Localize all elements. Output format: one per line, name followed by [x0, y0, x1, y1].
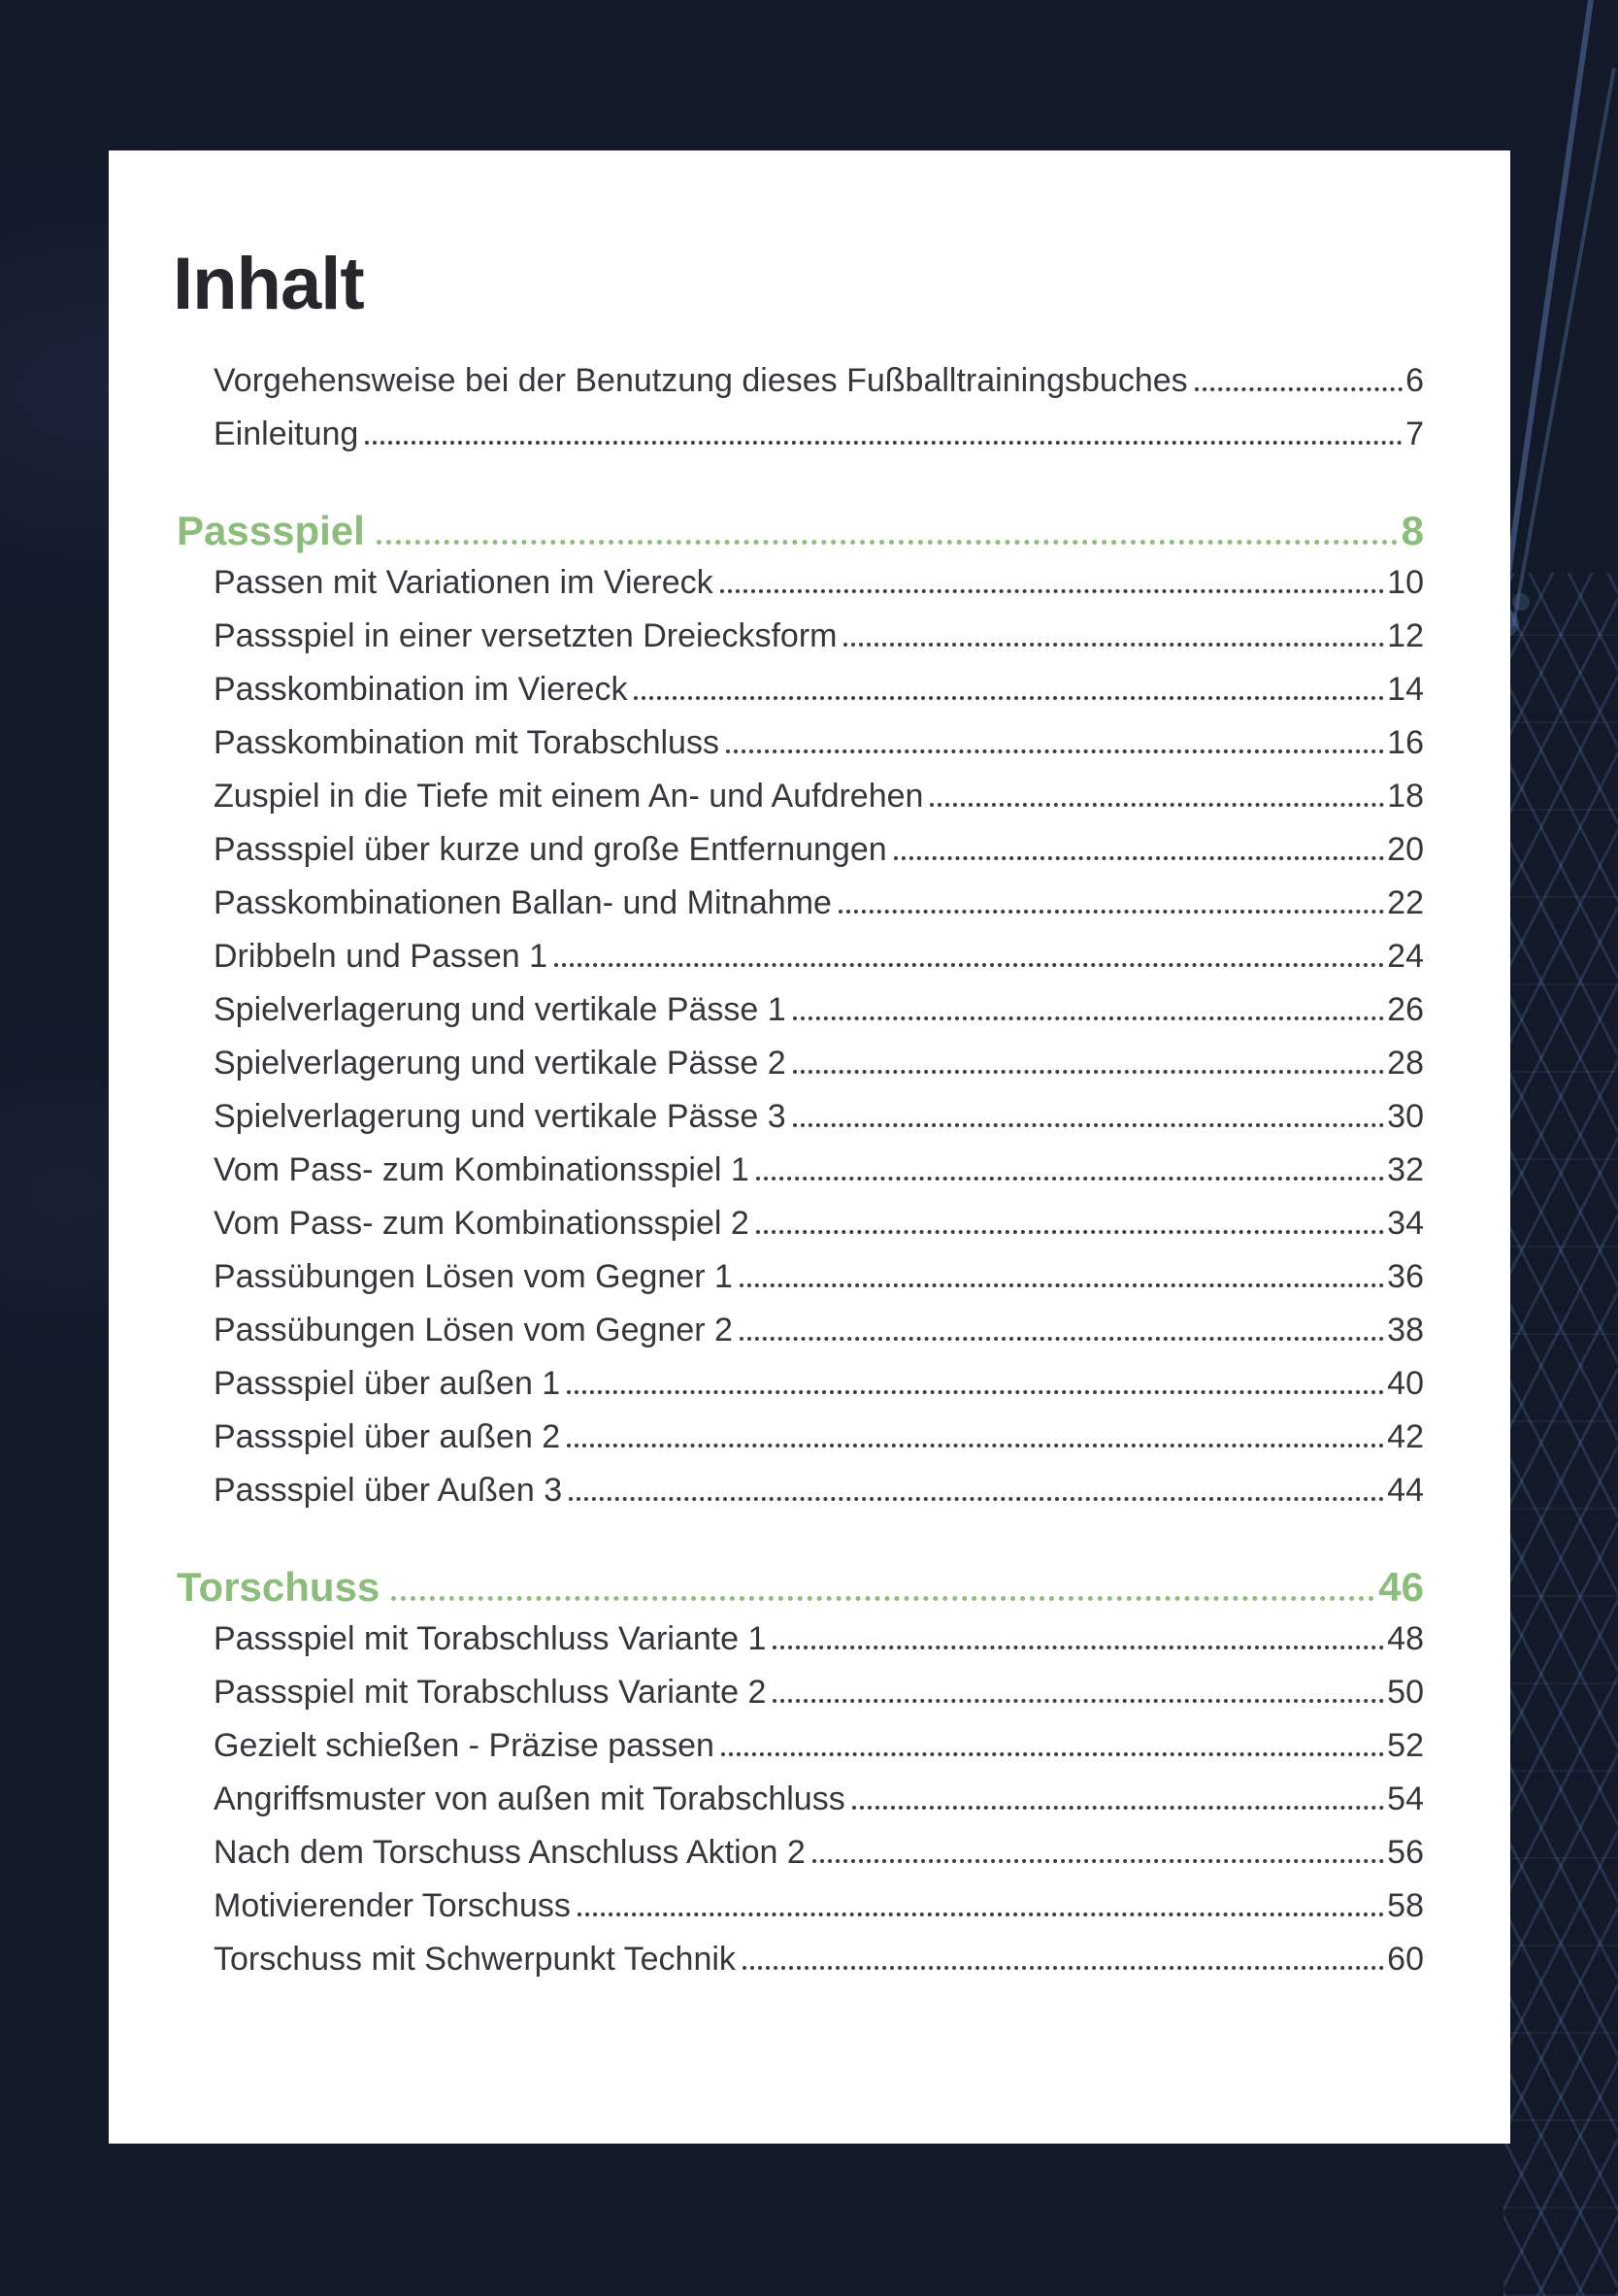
dot-leader [740, 1283, 1384, 1287]
toc-entry-label: Passspiel in einer versetzten Dreiecksform [214, 616, 838, 654]
toc-entry-page-number: 24 [1387, 937, 1424, 975]
toc-entry-row [214, 831, 1424, 884]
toc-entry-page-number: 40 [1387, 1364, 1424, 1402]
toc-front-items [214, 362, 1424, 469]
toc-section-items [214, 564, 1424, 1525]
section-heading-page-number: 8 [1401, 507, 1424, 553]
toc-entry-label: Spielverlagerung und vertikale Pässe 1 [214, 990, 786, 1028]
toc-entry-row [214, 1312, 1424, 1365]
dot-leader [567, 1444, 1384, 1447]
toc-entry-page-number: 50 [1387, 1673, 1424, 1711]
table-of-contents [173, 362, 1424, 1994]
toc-entry-page-number: 10 [1387, 563, 1424, 601]
toc-entry-row [214, 1151, 1424, 1205]
toc-entry-page-number: 54 [1387, 1780, 1424, 1817]
toc-entry-page-number: 14 [1387, 670, 1424, 708]
toc-entry-row [214, 416, 1424, 469]
toc-entry-row [214, 724, 1424, 778]
toc-entry-label: Passspiel mit Torabschluss Variante 2 [214, 1673, 767, 1711]
dot-leader [894, 856, 1385, 860]
book-page [109, 150, 1510, 2144]
toc-entry-page-number: 36 [1387, 1257, 1424, 1295]
toc-entry-page-number: 56 [1387, 1833, 1424, 1871]
toc-entry-row [214, 884, 1424, 938]
toc-entry-row [214, 938, 1424, 991]
toc-entry-page-number: 18 [1387, 777, 1424, 815]
toc-entry-label: Nach dem Torschuss Anschluss Aktion 2 [214, 1833, 806, 1871]
page-title: Inhalt [173, 243, 364, 325]
section-heading-page-number: 46 [1378, 1563, 1424, 1610]
dot-leader [578, 1913, 1384, 1916]
toc-entry-page-number: 44 [1387, 1471, 1424, 1509]
toc-entry-label: Passspiel über außen 1 [214, 1364, 561, 1402]
toc-entry-page-number: 20 [1387, 830, 1424, 868]
toc-entry-label: Passübungen Lösen vom Gegner 1 [214, 1257, 733, 1295]
toc-entry-label: Passspiel mit Torabschluss Variante 1 [214, 1619, 767, 1657]
dot-leader [1195, 387, 1403, 391]
section-heading-row [177, 1564, 1424, 1620]
toc-entry-page-number: 48 [1387, 1619, 1424, 1657]
toc-entry-row [214, 1727, 1424, 1780]
toc-entry-label: Vom Pass- zum Kombinationsspiel 2 [214, 1204, 749, 1242]
toc-entry-label: Passkombination mit Torabschluss [214, 723, 719, 761]
dot-leader [852, 1806, 1384, 1810]
toc-section [173, 1564, 1424, 1994]
toc-entry-label: Passspiel über Außen 3 [214, 1471, 563, 1509]
toc-entry-label: Dribbeln und Passen 1 [214, 937, 548, 975]
toc-entry-label: Zuspiel in die Tiefe mit einem An- und Aufdrehen [214, 777, 924, 815]
dot-leader [756, 1230, 1384, 1234]
toc-entry-page-number: 52 [1387, 1726, 1424, 1764]
dot-leader [773, 1699, 1384, 1703]
toc-entry-row [214, 1620, 1424, 1674]
dot-leader [773, 1646, 1384, 1649]
toc-entry-row [214, 1365, 1424, 1418]
toc-entry-page-number: 16 [1387, 723, 1424, 761]
toc-entry-label: Spielverlagerung und vertikale Pässe 2 [214, 1044, 786, 1081]
dot-leader [930, 803, 1384, 807]
toc-entry-label: Passkombinationen Ballan- und Mitnahme [214, 883, 832, 921]
toc-entry-row [214, 617, 1424, 671]
dot-leader [567, 1390, 1384, 1394]
dot-leader [756, 1177, 1384, 1181]
toc-entry-row [214, 1674, 1424, 1727]
section-heading-label: Passspiel [177, 507, 365, 553]
toc-entry-page-number: 34 [1387, 1204, 1424, 1242]
toc-entry-row [214, 362, 1424, 416]
toc-entry-label: Passspiel über außen 2 [214, 1417, 561, 1455]
toc-entry-label: Angriffsmuster von außen mit Torabschluss [214, 1780, 845, 1817]
dot-leader [377, 540, 1398, 545]
toc-entry-page-number: 30 [1387, 1097, 1424, 1135]
dot-leader [793, 1123, 1384, 1127]
toc-entry-label: Motivierender Torschuss [214, 1886, 571, 1924]
toc-entry-label: Passübungen Lösen vom Gegner 2 [214, 1311, 733, 1348]
toc-section-items [214, 1620, 1424, 1994]
toc-entry-page-number: 38 [1387, 1311, 1424, 1348]
toc-entry-label: Einleitung [214, 415, 359, 452]
toc-entry-page-number: 58 [1387, 1886, 1424, 1924]
toc-entry-row [214, 1045, 1424, 1098]
toc-entry-page-number: 42 [1387, 1417, 1424, 1455]
toc-entry-page-number: 26 [1387, 990, 1424, 1028]
toc-entry-row [214, 1834, 1424, 1887]
dot-leader [569, 1497, 1384, 1501]
dot-leader [743, 1966, 1384, 1970]
goal-net-photo-decoration [1503, 573, 1618, 2296]
toc-entry-label: Torschuss mit Schwerpunkt Technik [214, 1940, 736, 1978]
toc-entry-label: Passkombination im Viereck [214, 670, 628, 708]
toc-entry-row [214, 1887, 1424, 1941]
dot-leader [721, 1752, 1384, 1756]
section-heading-row [177, 508, 1424, 564]
toc-entry-row [214, 1418, 1424, 1472]
dot-leader [720, 589, 1385, 593]
toc-entry-page-number: 60 [1387, 1940, 1424, 1978]
toc-entry-row [214, 1098, 1424, 1151]
dot-leader [793, 1016, 1384, 1020]
dot-leader [365, 441, 1403, 445]
toc-entry-row [214, 1941, 1424, 1994]
toc-entry-row [214, 778, 1424, 831]
toc-entry-page-number: 32 [1387, 1150, 1424, 1188]
toc-entry-page-number: 12 [1387, 616, 1424, 654]
dot-leader [726, 749, 1384, 753]
section-heading-label: Torschuss [177, 1563, 380, 1610]
dot-leader [843, 643, 1384, 647]
toc-entry-label: Passspiel über kurze und große Entfernungen [214, 830, 887, 868]
dot-leader [634, 696, 1384, 700]
toc-entry-row [214, 1205, 1424, 1258]
toc-section [173, 508, 1424, 1525]
toc-entry-row [214, 1472, 1424, 1525]
toc-entry-page-number: 7 [1405, 415, 1424, 452]
dot-leader [812, 1859, 1384, 1863]
dot-leader [740, 1337, 1384, 1341]
toc-entry-label: Spielverlagerung und vertikale Pässe 3 [214, 1097, 786, 1135]
dot-leader [391, 1596, 1374, 1601]
toc-entry-page-number: 28 [1387, 1044, 1424, 1081]
dot-leader [554, 963, 1384, 967]
toc-entry-label: Vorgehensweise bei der Benutzung dieses Fußballtrainingsbuches [214, 361, 1188, 399]
toc-entry-label: Gezielt schießen - Präzise passen [214, 1726, 714, 1764]
toc-entry-page-number: 6 [1405, 361, 1424, 399]
toc-entry-row [214, 1258, 1424, 1312]
toc-entry-page-number: 22 [1387, 883, 1424, 921]
dot-leader [793, 1070, 1384, 1074]
toc-entry-row [214, 564, 1424, 617]
toc-entry-row [214, 671, 1424, 724]
toc-entry-row [214, 1780, 1424, 1834]
toc-entry-label: Vom Pass- zum Kombinationsspiel 1 [214, 1150, 749, 1188]
toc-entry-row [214, 991, 1424, 1045]
toc-entry-label: Passen mit Variationen im Viereck [214, 563, 713, 601]
dot-leader [839, 910, 1384, 914]
